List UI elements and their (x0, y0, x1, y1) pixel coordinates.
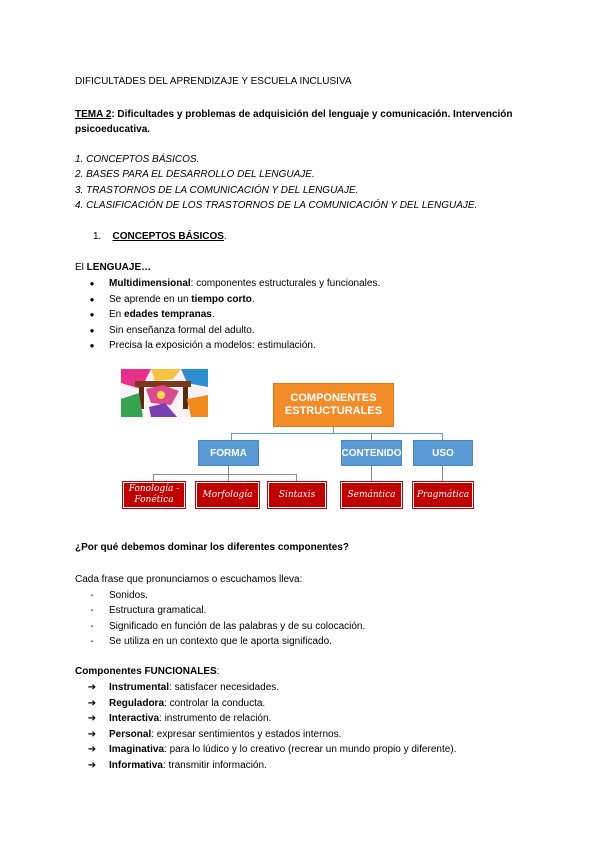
funcionales-item-text (109, 759, 267, 772)
connector (371, 433, 372, 440)
bullet-icon: ● (89, 341, 95, 350)
frase-item-text: Significado en función de las palabras y de su colocación. (109, 621, 366, 632)
question-heading: ¿Por qué debemos dominar los diferentes componentes? (75, 542, 349, 553)
funcionales-item-text (109, 681, 279, 694)
tema-text: : Dificultades y problemas de adquisición del lenguaje y comunicación. Intervención (111, 109, 513, 120)
frase-item-text: Estructura gramatical. (109, 605, 207, 616)
lenguaje-item-pre: Sin enseñanza formal del adulto. (109, 325, 255, 336)
funcionales-title: Componentes FUNCIONALES (75, 666, 217, 677)
funcionales-item-desc: : transmitir información. (162, 760, 267, 771)
lenguaje-item-post: : componentes estructurales y funcionales. (190, 278, 381, 289)
diagram-root-line-2: ESTRUCTURALES (284, 405, 383, 417)
arrow-icon: ➔ (87, 682, 97, 693)
arrow-icon: ➔ (87, 698, 97, 709)
lenguaje-item-bold: edades tempranas (124, 309, 212, 320)
diagram-fonologia-line-1: Fonología - (128, 484, 180, 494)
bullet-icon: ● (89, 326, 95, 335)
decorative-image (121, 369, 208, 417)
lenguaje-item-pre: Precisa la exposición a modelos: estimulación. (109, 340, 316, 351)
lenguaje-item-post: . (251, 294, 255, 305)
lenguaje-item-pre: Se aprende en un (109, 294, 192, 305)
funcionales-item-bold: Informativa (109, 760, 163, 771)
lenguaje-item-text (109, 277, 380, 290)
funcionales-item-desc: : para lo lúdico y lo creativo (recrear un mundo propio y diferente). (164, 744, 457, 755)
funcionales-item-desc: : controlar la conducta. (164, 698, 266, 709)
lenguaje-item-text (109, 293, 255, 306)
funcionales-item-bold: Interactiva (109, 713, 160, 724)
connector (231, 433, 442, 434)
frase-item-text: Sonidos. (109, 590, 148, 601)
frase-item-text: Se utiliza en un contexto que le aporta significado. (109, 636, 332, 647)
lenguaje-item-text (109, 339, 316, 352)
tema-heading-cont: psicoeducativa. (75, 124, 151, 135)
lenguaje-item-text (109, 324, 255, 337)
funcionales-item-desc: : expresar sentimientos y estados internos. (151, 729, 342, 740)
diagram-morfologia-box: Morfología (196, 482, 259, 508)
diagram-pragmatica-box: Pragmática (413, 482, 473, 508)
arrow-icon: ➔ (87, 729, 97, 740)
bullet-icon: ● (89, 310, 95, 319)
frase-intro: Cada frase que pronunciamos o escuchamos lleva: (75, 574, 303, 585)
tema-label: TEMA 2 (75, 109, 112, 120)
lenguaje-item-post: . (211, 309, 215, 320)
diagram-sintaxis-box: Sintaxis (268, 482, 326, 508)
funcionales-item-text (109, 712, 271, 725)
connector (442, 433, 443, 440)
index-item-2: 2. BASES PARA EL DESARROLLO DEL LENGUAJE. (75, 169, 315, 180)
diagram-root-line-1: COMPONENTES (290, 392, 377, 404)
document-title: DIFICULTADES DEL APRENDIZAJE Y ESCUELA INCLUSIVA (75, 76, 352, 87)
arrow-icon: ➔ (87, 744, 97, 755)
diagram-semantica-box: Semántica (341, 482, 402, 508)
diagram-fonologia-box (123, 482, 185, 508)
lenguaje-bold: LENGUAJE… (86, 262, 152, 273)
index-item-3: 3. TRASTORNOS DE LA COMUNICACIÓN Y DEL LENGUAJE. (75, 185, 359, 196)
connector (371, 466, 372, 482)
lenguaje-item-bold: Multidimensional (109, 278, 191, 289)
lenguaje-item-pre: En (109, 309, 125, 320)
dash-icon: - (90, 590, 94, 601)
dash-icon: - (90, 605, 94, 616)
index-item-4: 4. CLASIFICACIÓN DE LOS TRASTORNOS DE LA COMUNICACIÓN Y DEL LENGUAJE. (75, 200, 478, 211)
connector (153, 474, 154, 482)
bullet-icon: ● (89, 295, 95, 304)
funcionales-item-bold: Imaginativa (109, 744, 165, 755)
section-suffix: . (223, 231, 227, 242)
lenguaje-item-bold: tiempo corto (191, 294, 252, 305)
bullet-icon: ● (89, 279, 95, 288)
funcionales-suffix: : (216, 666, 220, 677)
lenguaje-item-text (109, 308, 215, 321)
index-item-1: 1. CONCEPTOS BÁSICOS. (75, 154, 200, 165)
tema-heading (75, 108, 513, 121)
connector (296, 474, 297, 482)
funcionales-item-bold: Reguladora (109, 698, 165, 709)
funcionales-item-text (109, 728, 341, 741)
section-number: 1. (93, 231, 102, 242)
lenguaje-intro (75, 261, 151, 274)
funcionales-item-text (109, 743, 456, 756)
connector (228, 474, 229, 482)
funcionales-heading (75, 665, 219, 678)
section-title: CONCEPTOS BÁSICOS (112, 231, 224, 242)
dash-icon: - (90, 636, 94, 647)
connector (153, 474, 297, 475)
funcionales-item-text (109, 697, 265, 710)
diagram-root-box (273, 383, 394, 427)
arrow-icon: ➔ (87, 760, 97, 771)
funcionales-item-bold: Personal (109, 729, 152, 740)
diagram-uso-box: USO (413, 440, 473, 466)
section-heading (93, 230, 227, 243)
diagram-fonologia-line-2: Fonética (134, 495, 174, 505)
lenguaje-prefix: El (75, 262, 87, 273)
connector (442, 466, 443, 482)
connector (231, 433, 232, 440)
funcionales-item-bold: Instrumental (109, 682, 170, 693)
diagram-forma-box: FORMA (198, 440, 259, 466)
diagram-contenido-box: CONTENIDO (341, 440, 402, 466)
funcionales-item-desc: : satisfacer necesidades. (169, 682, 280, 693)
dash-icon: - (90, 621, 94, 632)
arrow-icon: ➔ (87, 713, 97, 724)
funcionales-item-desc: : instrumento de relación. (159, 713, 272, 724)
